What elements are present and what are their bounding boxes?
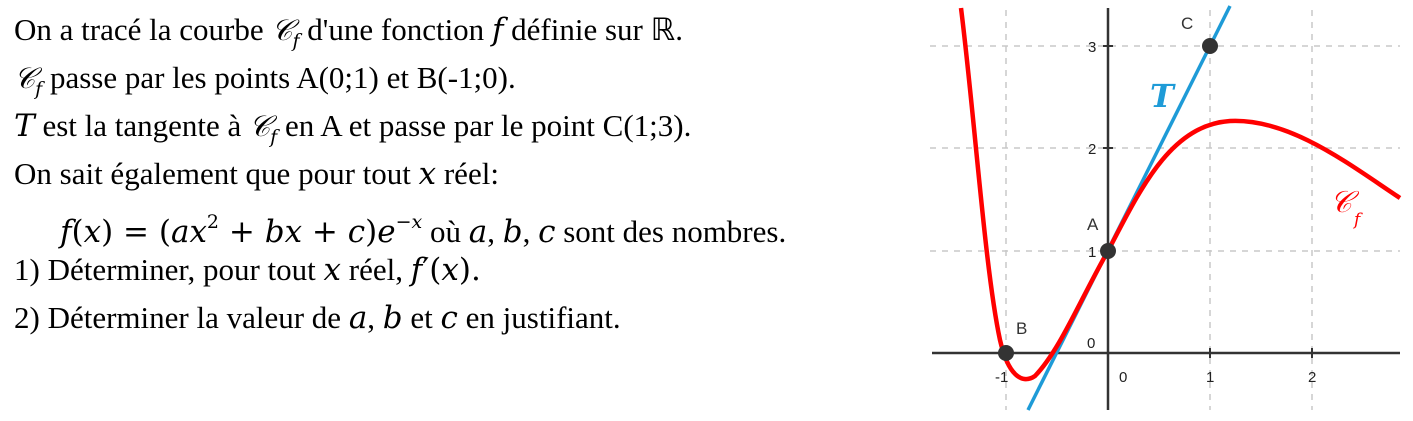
text-fragment: , bbox=[487, 214, 503, 249]
label-a: A bbox=[1087, 215, 1099, 234]
text-fragment: On a tracé la courbe bbox=[14, 12, 272, 47]
text-fragment: 1) Déterminer, pour tout bbox=[14, 252, 324, 287]
function-symbol: f bbox=[60, 214, 72, 250]
variable-x: x bbox=[323, 252, 342, 288]
text-fragment: d'une fonction bbox=[299, 12, 492, 47]
variable-x: x bbox=[284, 214, 303, 250]
coefficient-c: c bbox=[538, 214, 556, 250]
question-2 bbox=[14, 294, 934, 342]
prime-symbol: ′ bbox=[422, 252, 430, 288]
y-tick-label: 2 bbox=[1088, 141, 1097, 158]
text-fragment: , bbox=[522, 214, 539, 249]
curve-symbol: 𝒞 bbox=[249, 109, 271, 143]
coefficient-c: c bbox=[347, 214, 366, 250]
reals-symbol: ℝ bbox=[650, 12, 676, 48]
line-4 bbox=[14, 150, 934, 198]
text-fragment: passe par les points A(0;1) et B(-1;0). bbox=[42, 60, 516, 95]
x-tick-label: 2 bbox=[1308, 369, 1317, 386]
curve-symbol-subscript: f bbox=[292, 30, 300, 52]
text-fragment: et bbox=[402, 300, 441, 335]
function-symbol: f bbox=[410, 252, 423, 288]
tangent-symbol: T bbox=[14, 108, 35, 144]
exponent: 2 bbox=[206, 211, 220, 233]
exponent: −x bbox=[395, 211, 423, 233]
point-a bbox=[1100, 243, 1116, 259]
text-fragment: sont des nombres. bbox=[555, 214, 787, 249]
x-tick-label: -1 bbox=[995, 369, 1009, 386]
label-c: C bbox=[1181, 14, 1194, 33]
y-tick-label: 3 bbox=[1088, 39, 1097, 56]
exercise-text bbox=[14, 6, 934, 342]
text-fragment: en justifiant. bbox=[457, 300, 621, 335]
function-graph bbox=[930, 0, 1413, 421]
y-tick-label: 1 bbox=[1088, 244, 1097, 261]
x-tick-label: 1 bbox=[1206, 369, 1215, 386]
coefficient-b: b bbox=[264, 214, 285, 250]
point-b bbox=[998, 345, 1014, 361]
tangent-label: T bbox=[1150, 77, 1174, 115]
curve-symbol-subscript: f bbox=[270, 126, 278, 148]
variable-x: x bbox=[418, 156, 437, 192]
curve-label-subscript: f bbox=[1354, 210, 1361, 230]
variable-x: x bbox=[189, 214, 207, 250]
coefficient-b: b bbox=[502, 214, 523, 250]
text-fragment: réel, bbox=[341, 252, 411, 287]
text-fragment: réel: bbox=[436, 156, 499, 191]
text-fragment: On sait également que pour tout bbox=[14, 156, 419, 191]
point-labels bbox=[1016, 14, 1193, 338]
formula-part: ) bbox=[365, 214, 378, 250]
text-fragment: où bbox=[422, 214, 469, 249]
text-fragment: est la tangente à bbox=[34, 108, 250, 143]
text-fragment: en A et passe par le point C(1;3). bbox=[277, 108, 692, 143]
curve-label: 𝒞 bbox=[1330, 185, 1352, 220]
formula-part: ( bbox=[71, 214, 84, 250]
text-fragment: définie sur bbox=[503, 12, 651, 47]
formula-part: + bbox=[302, 214, 348, 250]
coefficient-c: c bbox=[440, 300, 458, 336]
formula-part: ) = ( bbox=[101, 214, 171, 250]
y-tick-label: 0 bbox=[1087, 335, 1096, 352]
text-fragment: . bbox=[675, 12, 683, 47]
line-2 bbox=[14, 54, 934, 102]
formula-part: ). bbox=[458, 252, 481, 288]
line-3 bbox=[14, 102, 934, 150]
formula-part: ( bbox=[429, 252, 442, 288]
exp-base: e bbox=[377, 214, 396, 250]
variable-x: x bbox=[441, 252, 459, 288]
text-fragment: , bbox=[367, 300, 383, 335]
formula-line bbox=[14, 198, 934, 250]
function-symbol: f bbox=[491, 12, 504, 48]
variable-x: x bbox=[83, 214, 102, 250]
formula-part: + bbox=[219, 214, 265, 250]
coefficient-a: a bbox=[468, 214, 488, 250]
curve-symbol: 𝒞 bbox=[271, 13, 293, 47]
point-c bbox=[1202, 38, 1218, 54]
curve-symbol: 𝒞 bbox=[14, 61, 36, 95]
curve-symbol-subscript: f bbox=[35, 78, 43, 100]
coefficient-a: a bbox=[348, 300, 368, 336]
text-fragment: 2) Déterminer la valeur de bbox=[14, 300, 349, 335]
coefficient-b: b bbox=[382, 300, 403, 336]
line-1 bbox=[14, 6, 934, 54]
question-1 bbox=[14, 246, 934, 294]
x-tick-label: 0 bbox=[1119, 369, 1128, 386]
coefficient-a: a bbox=[170, 214, 190, 250]
label-b: B bbox=[1016, 319, 1028, 338]
